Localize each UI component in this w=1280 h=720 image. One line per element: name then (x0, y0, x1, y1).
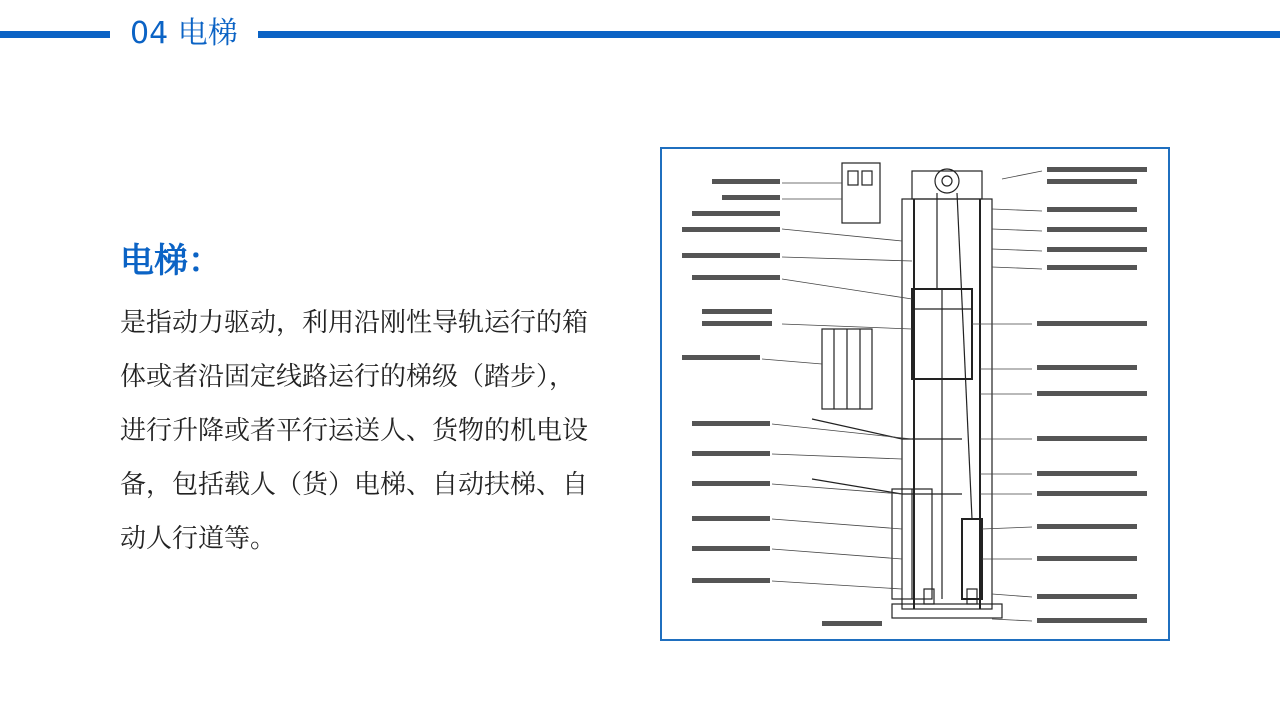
elevator-diagram (660, 147, 1170, 641)
traction-sheave (935, 169, 959, 193)
hoistway-shaft (902, 199, 992, 609)
content-body: 是指动力驱动，利用沿刚性导轨运行的箱体或者沿固定线路运行的梯级（踏步），进行升降或者平行运送人、货物的机电设备，包括载人（货）电梯、自动扶梯、自动人行道等。 (120, 308, 589, 554)
header-rule-left (0, 31, 110, 38)
section-title: 04 电梯 (130, 16, 238, 51)
header-rule-right (258, 31, 1280, 38)
elevator-diagram-drawing (662, 149, 1168, 639)
content-heading: 电梯： (120, 241, 222, 281)
traction-machine (912, 171, 982, 199)
pit (892, 604, 1002, 618)
